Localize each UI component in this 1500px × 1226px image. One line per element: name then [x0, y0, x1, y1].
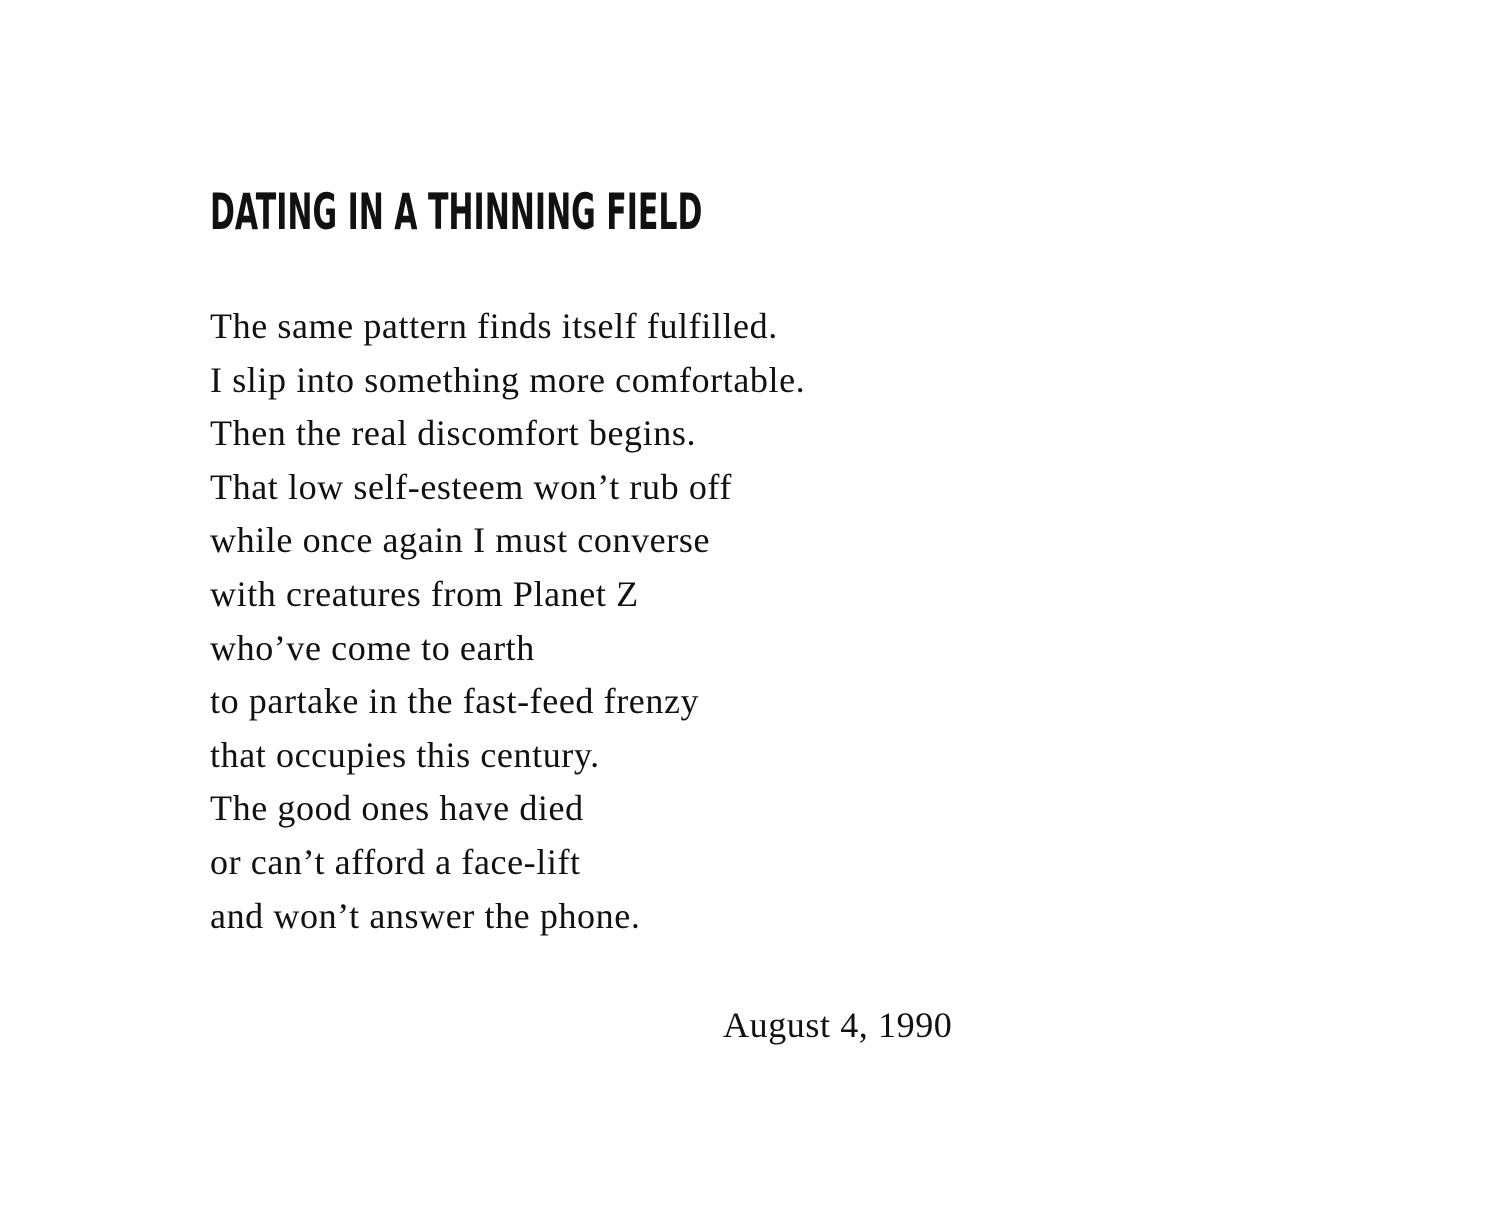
poem-line: with creatures from Planet Z: [210, 573, 639, 614]
poem-line: and won’t answer the phone.: [210, 895, 641, 936]
poem-line: while once again I must converse: [210, 520, 711, 561]
poem-line: who’ve come to earth: [210, 627, 535, 668]
poem-line: that occupies this century.: [210, 734, 600, 775]
poem-line: to partake in the fast-feed frenzy: [210, 681, 700, 722]
poem-line: or can’t afford a face-lift: [210, 841, 581, 882]
poem-title: DATING IN A THINNING FIELD: [210, 183, 703, 241]
poem-line: Then the real discomfort begins.: [210, 413, 697, 454]
poem-line: The same pattern finds itself fulfilled.: [210, 306, 778, 346]
poem-date: August 4, 1990: [723, 1005, 953, 1045]
poem-line: That low self-esteem won’t rub off: [210, 466, 732, 507]
poem-line: The good ones have died: [210, 788, 584, 829]
poem-line: I slip into something more comfortable.: [210, 359, 806, 400]
poem-body: [210, 300, 805, 943]
